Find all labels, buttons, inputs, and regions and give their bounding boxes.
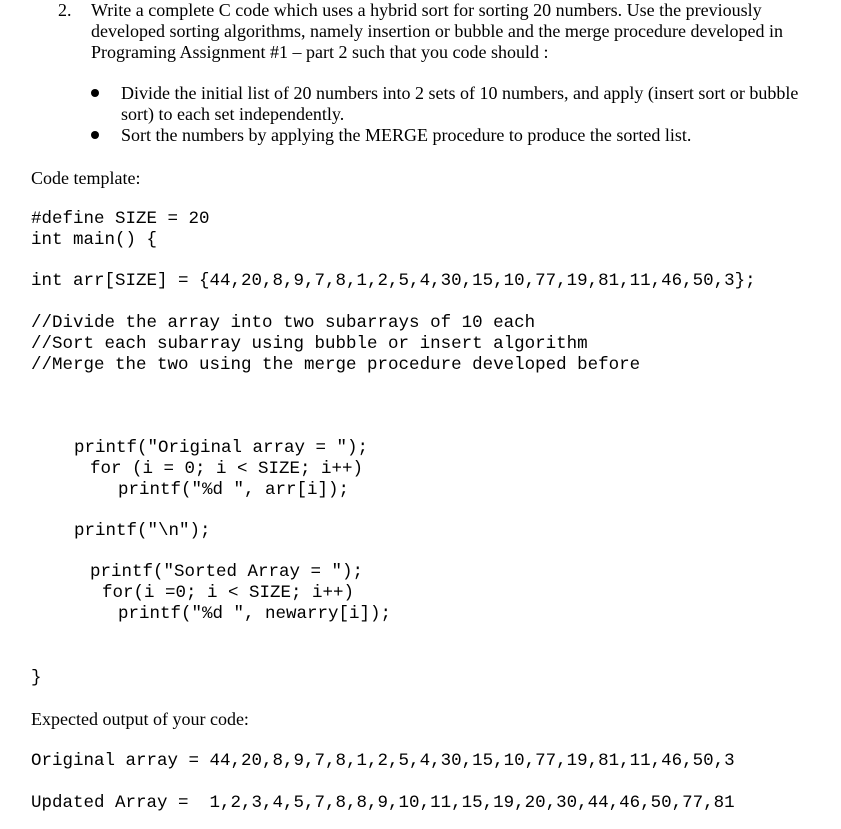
bullet-line: sort) to each set independently. <box>121 104 345 124</box>
expected-output-label: Expected output of your code: <box>31 709 249 729</box>
code-printf-newline: printf("\n"); <box>74 521 211 541</box>
output-original-array: Original array = 44,20,8,9,7,8,1,2,5,4,30,15,10,77,19,81,11,46,50,3 <box>31 751 735 771</box>
output-updated-array: Updated Array = 1,2,3,4,5,7,8,8,9,10,11,15,19,20,30,44,46,50,77,81 <box>31 793 735 813</box>
question-line: Write a complete C code which uses a hybrid sort for sorting 20 numbers. Use the previously <box>91 0 762 20</box>
code-array-declaration: int arr[SIZE] = {44,20,8,9,7,8,1,2,5,4,30,15,10,77,19,81,11,46,50,3}; <box>31 271 756 291</box>
question-line: developed sorting algorithms, namely insertion or bubble and the merge procedure developed in <box>91 21 783 41</box>
question-text <box>91 0 831 63</box>
question-line: Programing Assignment #1 – part 2 such that you code should : <box>91 42 549 62</box>
code-comment: //Sort each subarray using bubble or insert algorithm <box>31 334 588 354</box>
code-comment: //Merge the two using the merge procedure developed before <box>31 355 641 375</box>
code-for-loop: for(i =0; i < SIZE; i++) <box>102 583 355 603</box>
code-main: int main() { <box>31 230 158 250</box>
code-printf-sorted: printf("Sorted Array = "); <box>90 562 364 582</box>
bullet-line: Divide the initial list of 20 numbers into 2 sets of 10 numbers, and apply (insert sort or bubble <box>121 83 799 103</box>
code-printf-arr: printf("%d ", arr[i]); <box>118 480 350 500</box>
bullet-icon <box>91 131 99 139</box>
code-comment: //Divide the array into two subarrays of 10 each <box>31 313 536 333</box>
code-close-brace: } <box>31 668 42 688</box>
bullet-line: Sort the numbers by applying the MERGE procedure to produce the sorted list. <box>121 125 692 145</box>
code-printf-original: printf("Original array = "); <box>74 438 369 458</box>
bullet-item-1 <box>121 83 836 125</box>
bullet-item-2 <box>121 125 836 146</box>
code-template-label: Code template: <box>31 168 141 188</box>
bullet-icon <box>91 89 99 97</box>
code-for-loop: for (i = 0; i < SIZE; i++) <box>90 459 364 479</box>
code-printf-newarr: printf("%d ", newarry[i]); <box>118 604 392 624</box>
code-define: #define SIZE = 20 <box>31 209 210 229</box>
question-number: 2. <box>58 0 72 20</box>
